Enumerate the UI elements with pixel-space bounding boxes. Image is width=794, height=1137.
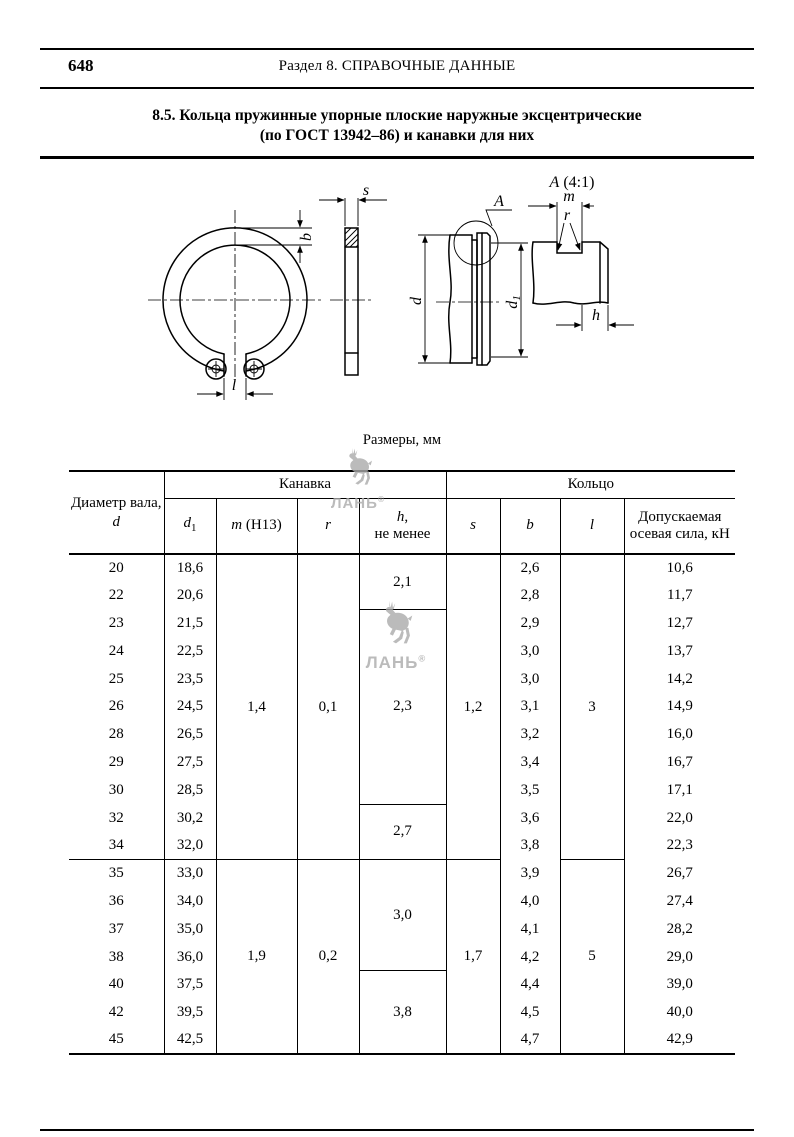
running-header-title: Раздел 8. СПРАВОЧНЫЕ ДАННЫЕ bbox=[278, 58, 516, 74]
column-header-suffix: , bbox=[404, 508, 409, 525]
cell-shaft-diameter: 36 bbox=[108, 892, 124, 909]
cell-d1: 39,5 bbox=[164, 999, 216, 1027]
cell-shaft-diameter: 23 bbox=[108, 614, 124, 631]
dim-label-r: r bbox=[563, 207, 571, 224]
column-header-var: d bbox=[112, 513, 120, 530]
column-header-m bbox=[216, 498, 297, 554]
column-header-suffix: (H13) bbox=[242, 517, 282, 534]
cell-h-merged: 2,1 bbox=[359, 554, 446, 610]
technical-drawing bbox=[100, 168, 660, 418]
title-rule bbox=[40, 156, 754, 159]
column-header-force bbox=[624, 498, 735, 554]
cell-h-merged: 3,0 bbox=[359, 860, 446, 971]
units-note: Размеры, мм bbox=[362, 432, 442, 448]
cell-axial-force: 11,7 bbox=[624, 582, 735, 610]
column-header-sub: 1 bbox=[191, 521, 197, 534]
cell-b: 3,6 bbox=[500, 804, 560, 832]
cell-shaft-diameter: 45 bbox=[108, 1031, 124, 1048]
cell-d1: 42,5 bbox=[164, 1027, 216, 1055]
cell-l-merged: 5 bbox=[560, 860, 624, 1055]
cell-axial-force: 22,0 bbox=[624, 804, 735, 832]
cell-d1: 22,5 bbox=[164, 637, 216, 665]
cell-shaft-diameter: 24 bbox=[108, 642, 124, 659]
cell-shaft-diameter: 22 bbox=[108, 587, 124, 604]
cell-shaft-diameter: 29 bbox=[108, 753, 124, 770]
cell-m-merged: 1,9 bbox=[216, 860, 297, 1055]
table-row bbox=[69, 610, 735, 638]
cell-b: 4,7 bbox=[500, 1027, 560, 1055]
cell-r-merged: 0,1 bbox=[297, 554, 359, 860]
cell-h-merged: 3,8 bbox=[359, 971, 446, 1054]
column-header-var: r bbox=[325, 517, 331, 534]
column-header-var: m bbox=[231, 517, 243, 534]
cell-axial-force: 27,4 bbox=[624, 888, 735, 916]
column-header-r bbox=[297, 498, 359, 554]
dim-label-l: l bbox=[231, 377, 237, 394]
detail-title: A (4:1) bbox=[549, 174, 595, 191]
column-header-var: b bbox=[526, 517, 534, 534]
table-subheader-row bbox=[69, 498, 735, 554]
cell-axial-force: 16,0 bbox=[624, 721, 735, 749]
cell-b: 3,9 bbox=[500, 860, 560, 888]
cell-h-merged: 2,7 bbox=[359, 804, 446, 860]
cell-d1: 23,5 bbox=[164, 665, 216, 693]
cell-b: 3,4 bbox=[500, 749, 560, 777]
cell-b: 2,8 bbox=[500, 582, 560, 610]
cell-d1: 18,6 bbox=[164, 554, 216, 582]
header-rule bbox=[40, 87, 754, 89]
cell-shaft-diameter: 30 bbox=[108, 781, 124, 798]
cell-b: 3,0 bbox=[500, 665, 560, 693]
table-header-row bbox=[69, 471, 735, 498]
cell-axial-force: 14,9 bbox=[624, 693, 735, 721]
table-row bbox=[69, 860, 735, 888]
table-row bbox=[69, 971, 735, 999]
cell-shaft-diameter: 25 bbox=[108, 670, 124, 687]
running-header bbox=[40, 56, 754, 82]
cell-axial-force: 22,3 bbox=[624, 832, 735, 860]
cell-axial-force: 10,6 bbox=[624, 554, 735, 582]
cell-d1: 27,5 bbox=[164, 749, 216, 777]
ring-side-view bbox=[319, 182, 387, 375]
column-header-s bbox=[446, 498, 500, 554]
cell-b: 2,9 bbox=[500, 610, 560, 638]
dim-label-b: b bbox=[298, 233, 315, 241]
cell-d1: 21,5 bbox=[164, 610, 216, 638]
cell-d1: 32,0 bbox=[164, 832, 216, 860]
cell-axial-force: 42,9 bbox=[624, 1027, 735, 1055]
watermark-text: ЛАНЬ® bbox=[330, 495, 386, 512]
cell-shaft-diameter: 34 bbox=[108, 837, 124, 854]
cell-shaft-diameter: 28 bbox=[108, 726, 124, 743]
column-header-text: Диаметр вала, bbox=[70, 494, 162, 511]
column-header-var: l bbox=[589, 517, 595, 534]
column-header-text: Допускаемая осевая сила, кН bbox=[629, 508, 730, 542]
column-header-var: d bbox=[183, 514, 191, 531]
column-header-d1 bbox=[164, 498, 216, 554]
cell-b: 4,0 bbox=[500, 888, 560, 916]
cell-h-merged: 2,3 bbox=[359, 610, 446, 805]
cell-axial-force: 40,0 bbox=[624, 999, 735, 1027]
cell-d1: 26,5 bbox=[164, 721, 216, 749]
column-header-var: h bbox=[396, 508, 405, 525]
cell-b: 4,5 bbox=[500, 999, 560, 1027]
section-title-line1: 8.5. Кольца пружинные упорные плоские наружные эксцентрические bbox=[152, 107, 642, 124]
table-row bbox=[69, 804, 735, 832]
cell-axial-force: 12,7 bbox=[624, 610, 735, 638]
detail-ref-label: A bbox=[494, 193, 504, 210]
column-group-groove: Канавка bbox=[164, 471, 446, 498]
cell-axial-force: 26,7 bbox=[624, 860, 735, 888]
shaft-groove-view bbox=[408, 193, 528, 365]
cell-d1: 20,6 bbox=[164, 582, 216, 610]
cell-shaft-diameter: 35 bbox=[69, 860, 164, 888]
cell-axial-force: 17,1 bbox=[624, 776, 735, 804]
cell-b: 3,8 bbox=[500, 832, 560, 860]
cell-axial-force: 16,7 bbox=[624, 749, 735, 777]
column-header-h bbox=[359, 498, 446, 554]
cell-d1: 35,0 bbox=[164, 915, 216, 943]
cell-l-merged: 3 bbox=[560, 554, 624, 860]
cell-axial-force: 29,0 bbox=[624, 943, 735, 971]
cell-shaft-diameter: 40 bbox=[108, 976, 124, 993]
cell-b: 3,5 bbox=[500, 776, 560, 804]
cell-b: 4,1 bbox=[500, 915, 560, 943]
top-rule bbox=[40, 48, 754, 50]
cell-d1: 28,5 bbox=[164, 776, 216, 804]
cell-s-merged: 1,2 bbox=[446, 554, 500, 860]
dimensions-table bbox=[69, 470, 735, 1055]
cell-d1: 24,5 bbox=[164, 693, 216, 721]
cell-m-merged: 1,4 bbox=[216, 554, 297, 860]
cell-d1: 37,5 bbox=[164, 971, 216, 999]
column-header-var: s bbox=[470, 517, 476, 534]
cell-shaft-diameter: 37 bbox=[108, 920, 124, 937]
cell-b: 4,4 bbox=[500, 971, 560, 999]
cell-b: 2,6 bbox=[500, 554, 560, 582]
page-number: 648 bbox=[68, 56, 94, 75]
ring-front-view bbox=[148, 210, 322, 400]
section-title-line2: (по ГОСТ 13942–86) и канавки для них bbox=[259, 127, 535, 144]
cell-b: 3,2 bbox=[500, 721, 560, 749]
cell-b: 3,1 bbox=[500, 693, 560, 721]
section-title bbox=[40, 106, 754, 146]
cell-axial-force: 28,2 bbox=[624, 915, 735, 943]
cell-shaft-diameter: 38 bbox=[108, 948, 124, 965]
cell-axial-force: 39,0 bbox=[624, 971, 735, 999]
column-header-l bbox=[560, 498, 624, 554]
cell-shaft-diameter: 42 bbox=[108, 1004, 124, 1021]
table-row bbox=[69, 554, 735, 582]
dim-label-h: h bbox=[592, 307, 600, 324]
cell-shaft-diameter: 32 bbox=[108, 809, 124, 826]
cell-axial-force: 14,2 bbox=[624, 665, 735, 693]
watermark-text: ЛАНЬ® bbox=[365, 653, 427, 672]
column-header-shaft-diameter bbox=[69, 471, 164, 554]
cell-d1: 36,0 bbox=[164, 943, 216, 971]
detail-a-view bbox=[528, 174, 634, 331]
cell-b: 3,0 bbox=[500, 637, 560, 665]
cell-shaft-diameter: 20 bbox=[108, 559, 124, 576]
cell-d1: 30,2 bbox=[164, 804, 216, 832]
dim-label-d: d bbox=[408, 297, 425, 305]
dim-label-d1: d1 bbox=[504, 295, 523, 309]
cell-shaft-diameter: 26 bbox=[108, 698, 124, 715]
footer-rule bbox=[40, 1129, 754, 1131]
column-group-ring: Кольцо bbox=[446, 471, 735, 498]
dim-label-s: s bbox=[362, 182, 370, 199]
cell-d1: 33,0 bbox=[164, 860, 216, 888]
cell-d1: 34,0 bbox=[164, 888, 216, 916]
cell-r-merged: 0,2 bbox=[297, 860, 359, 1055]
cell-axial-force: 13,7 bbox=[624, 637, 735, 665]
column-header-b bbox=[500, 498, 560, 554]
dim-label-m: m bbox=[563, 188, 575, 205]
column-header-line2: не менее bbox=[374, 525, 431, 542]
cell-b: 4,2 bbox=[500, 943, 560, 971]
cell-s-merged: 1,7 bbox=[446, 860, 500, 1055]
